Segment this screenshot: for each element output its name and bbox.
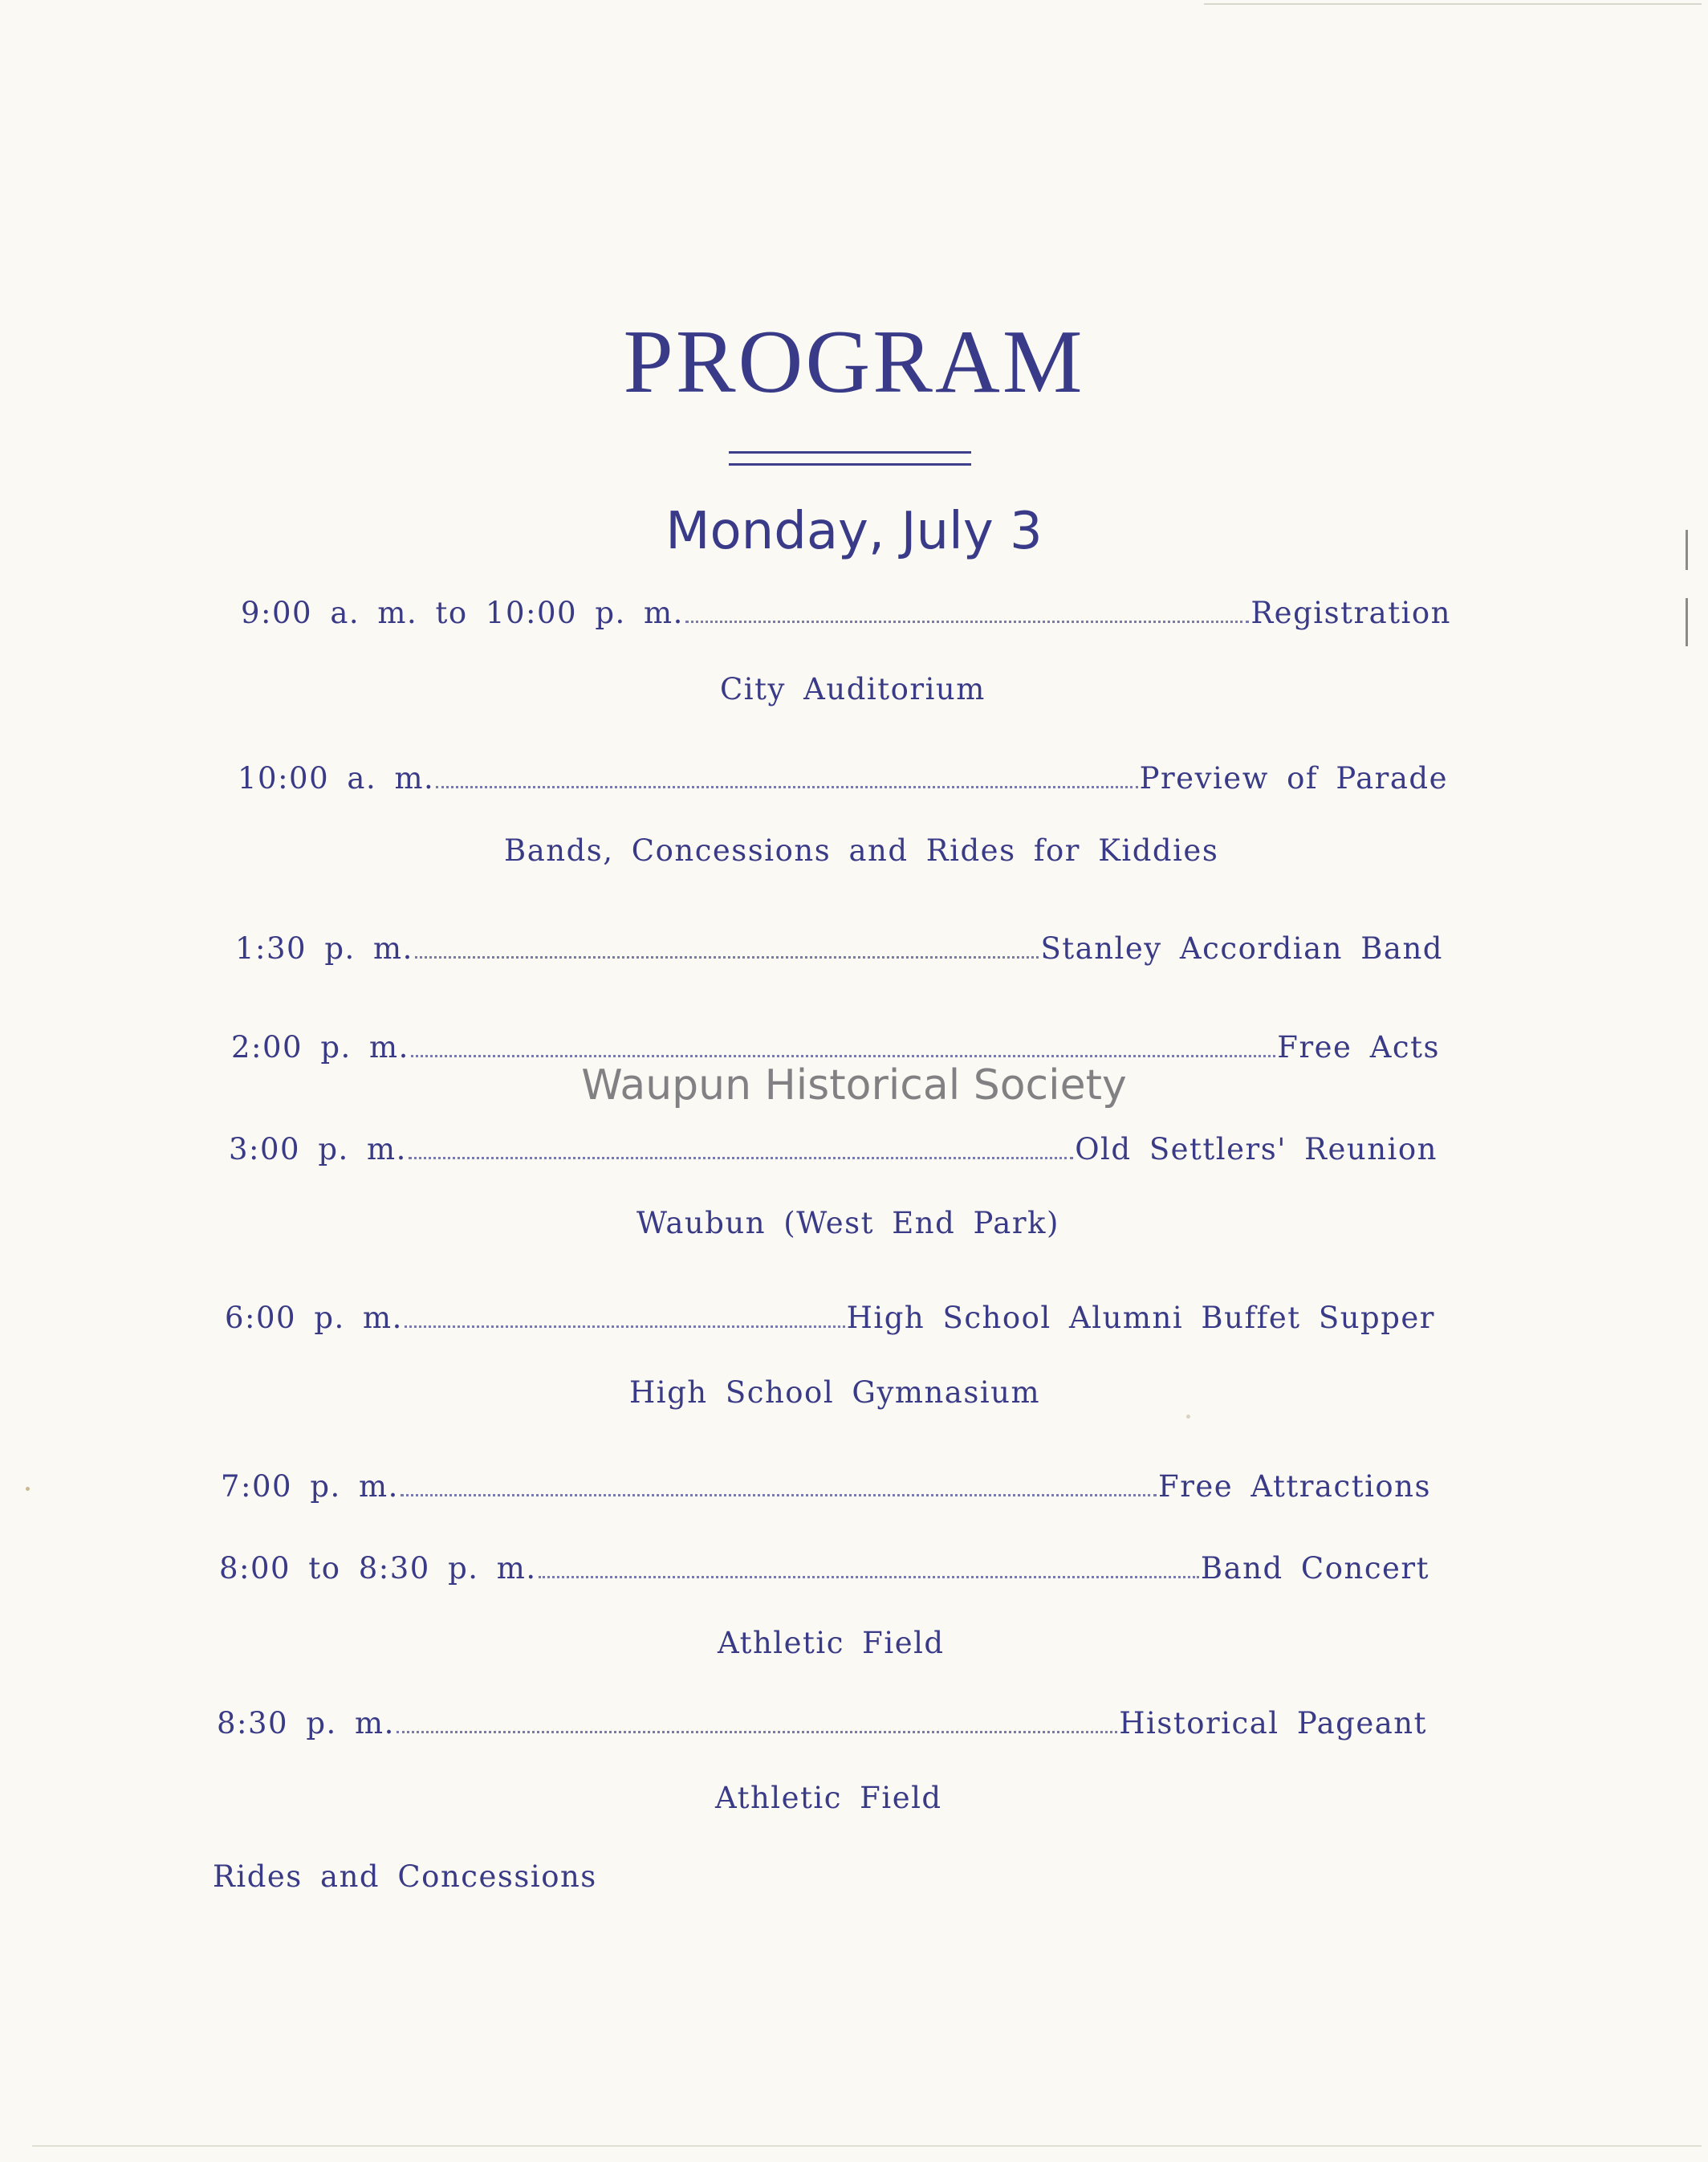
schedule-row [231,1030,1440,1065]
dot-leader [685,621,1249,623]
dot-leader [409,1157,1073,1159]
schedule-event: Preview of Parade [1139,761,1448,796]
schedule-event: Free Attractions [1158,1469,1431,1504]
paper-edge-top [1204,3,1702,5]
schedule-row [217,1706,1427,1741]
schedule-time: 9:00 a. m. to 10:00 p. m. [241,596,684,630]
schedule-event: Old Settlers' Reunion [1075,1132,1438,1167]
dot-leader [405,1325,845,1328]
dot-leader [436,786,1137,788]
schedule-time: 6:00 p. m. [225,1301,403,1335]
schedule-time: 3:00 p. m. [229,1132,407,1167]
schedule-location: High School Gymnasium [629,1375,1041,1410]
footer-note: Rides and Concessions [213,1859,597,1894]
watermark: Waupun Historical Society [581,1061,1127,1110]
schedule-event: Historical Pageant [1119,1706,1427,1741]
paper-speck [1186,1415,1190,1419]
schedule-row [219,1551,1429,1586]
schedule-time: 2:00 p. m. [231,1030,409,1065]
title-double-rule [729,451,971,466]
schedule-time: 1:30 p. m. [235,931,413,966]
schedule-event: High School Alumni Buffet Supper [846,1301,1435,1335]
schedule-event: Registration [1250,596,1451,630]
schedule-time: 10:00 a. m. [238,761,435,796]
schedule-location: Athletic Field [718,1626,945,1660]
dot-leader [401,1494,1157,1496]
paper-edge-bottom [32,2145,1702,2147]
dot-leader [539,1576,1199,1578]
schedule-location: Athletic Field [715,1781,942,1815]
dot-leader [415,956,1039,959]
schedule-event: Band Concert [1200,1551,1429,1586]
paper-speck [26,1487,30,1491]
schedule-row [235,931,1443,966]
schedule-location: Bands, Concessions and Rides for Kiddies [504,833,1219,868]
schedule-row [238,761,1448,796]
dot-leader [411,1055,1275,1057]
schedule-time: 8:00 to 8:30 p. m. [219,1551,537,1586]
page-title: PROGRAM [623,312,1085,412]
fold-mark [1686,598,1688,646]
schedule-location: Waubun (West End Park) [636,1206,1059,1240]
schedule-time: 8:30 p. m. [217,1706,395,1741]
schedule-time: 7:00 p. m. [221,1469,399,1504]
dot-leader [396,1731,1117,1733]
schedule-row [221,1469,1431,1504]
schedule-location: City Auditorium [720,672,986,706]
schedule-row [229,1132,1438,1167]
schedule-row [241,596,1451,630]
schedule-event: Free Acts [1277,1030,1440,1065]
schedule-event: Stanley Accordian Band [1040,931,1443,966]
schedule-row [225,1301,1435,1335]
day-heading: Monday, July 3 [665,502,1043,561]
